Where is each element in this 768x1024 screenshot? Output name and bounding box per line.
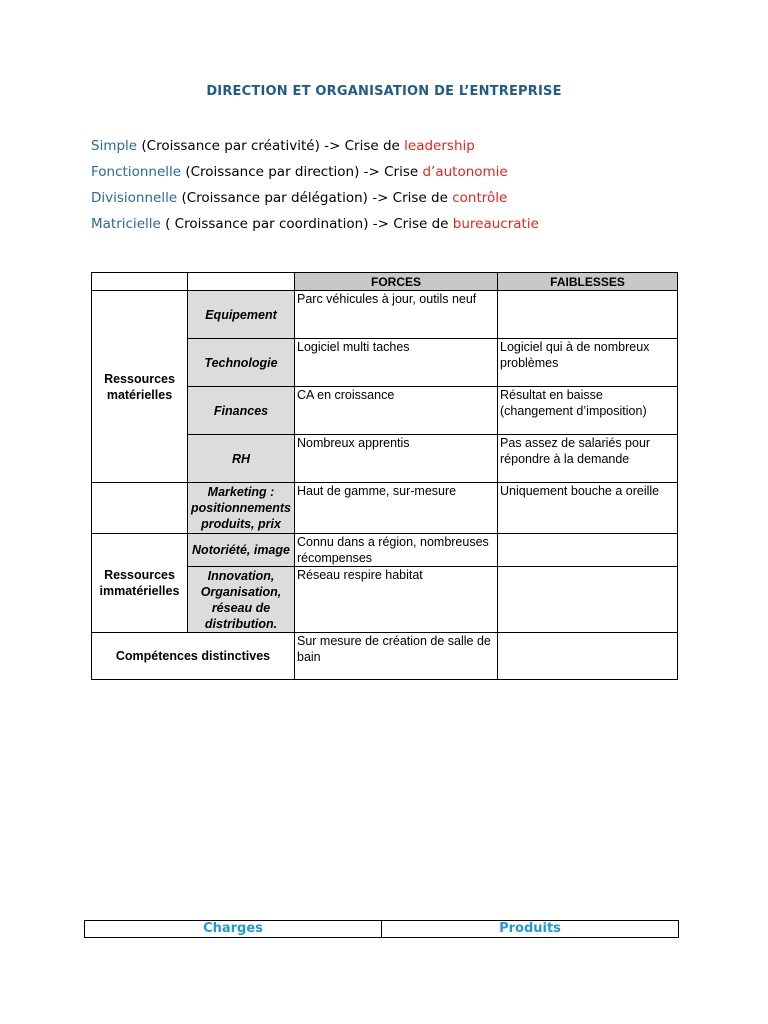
structure-description: (Croissance par délégation) -> Crise de <box>177 190 453 206</box>
structure-line-matricielle <box>91 216 539 232</box>
table-row <box>92 633 678 680</box>
structure-crise: contrôle <box>452 190 508 206</box>
structure-name: Simple <box>91 138 138 154</box>
faiblesses-cell <box>498 534 678 567</box>
faiblesses-cell: Résultat en baisse (changement d’imposition) <box>498 387 678 435</box>
faiblesses-cell <box>498 291 678 339</box>
forces-cell: Nombreux apprentis <box>295 435 498 483</box>
table-row <box>92 291 678 339</box>
group-ressources-materielles: Ressources matérielles <box>92 291 188 483</box>
charges-produits-table <box>84 920 679 938</box>
empty-header-cell <box>92 273 188 291</box>
faiblesses-cell <box>498 567 678 633</box>
forces-cell: Réseau respire habitat <box>295 567 498 633</box>
faiblesses-cell: Logiciel qui à de nombreux problèmes <box>498 339 678 387</box>
group-ressources-immaterielles: Ressources immatérielles <box>92 534 188 633</box>
faiblesses-cell: Uniquement bouche a oreille <box>498 483 678 534</box>
structure-name: Matricielle <box>91 216 161 232</box>
row-label: RH <box>188 435 295 483</box>
structure-crise: leadership <box>404 138 475 154</box>
structure-description: (Croissance par direction) -> Crise <box>181 164 423 180</box>
row-label: Notoriété, image <box>188 534 295 567</box>
structure-crise: d’autonomie <box>422 164 508 180</box>
structure-description: (Croissance par créativité) -> Crise de <box>137 138 405 154</box>
charges-header: Charges <box>85 921 382 938</box>
structure-line-simple <box>91 138 475 154</box>
row-label: Equipement <box>188 291 295 339</box>
row-label: Finances <box>188 387 295 435</box>
faiblesses-cell: Pas assez de salariés pour répondre à la demande <box>498 435 678 483</box>
structure-description: ( Croissance par coordination) -> Crise de <box>160 216 453 232</box>
table-row <box>92 534 678 567</box>
empty-group-cell <box>92 483 188 534</box>
empty-header-cell <box>188 273 295 291</box>
structure-name: Divisionnelle <box>91 190 178 206</box>
structure-crise: bureaucratie <box>452 216 539 232</box>
table-header-row <box>92 273 678 291</box>
forces-cell: Connu dans a région, nombreuses récompenses <box>295 534 498 567</box>
group-competences-distinctives: Compétences distinctives <box>92 633 295 680</box>
structure-line-fonctionnelle <box>91 164 508 180</box>
row-label: Innovation, Organisation, réseau de distribution. <box>188 567 295 633</box>
forces-cell: Sur mesure de création de salle de bain <box>295 633 498 680</box>
page-title: DIRECTION ET ORGANISATION DE L’ENTREPRISE <box>206 84 562 99</box>
swot-table <box>91 272 678 680</box>
produits-header: Produits <box>382 921 679 938</box>
forces-cell: Logiciel multi taches <box>295 339 498 387</box>
row-label: Technologie <box>188 339 295 387</box>
header-forces: FORCES <box>295 273 498 291</box>
row-label: Marketing : positionnements produits, prix <box>188 483 295 534</box>
forces-cell: Haut de gamme, sur-mesure <box>295 483 498 534</box>
forces-cell: Parc véhicules à jour, outils neuf <box>295 291 498 339</box>
structure-name: Fonctionnelle <box>91 164 182 180</box>
header-faiblesses: FAIBLESSES <box>498 273 678 291</box>
forces-cell: CA en croissance <box>295 387 498 435</box>
structure-line-divisionnelle <box>91 190 507 206</box>
table-row <box>92 483 678 534</box>
table-row <box>85 921 679 938</box>
faiblesses-cell <box>498 633 678 680</box>
